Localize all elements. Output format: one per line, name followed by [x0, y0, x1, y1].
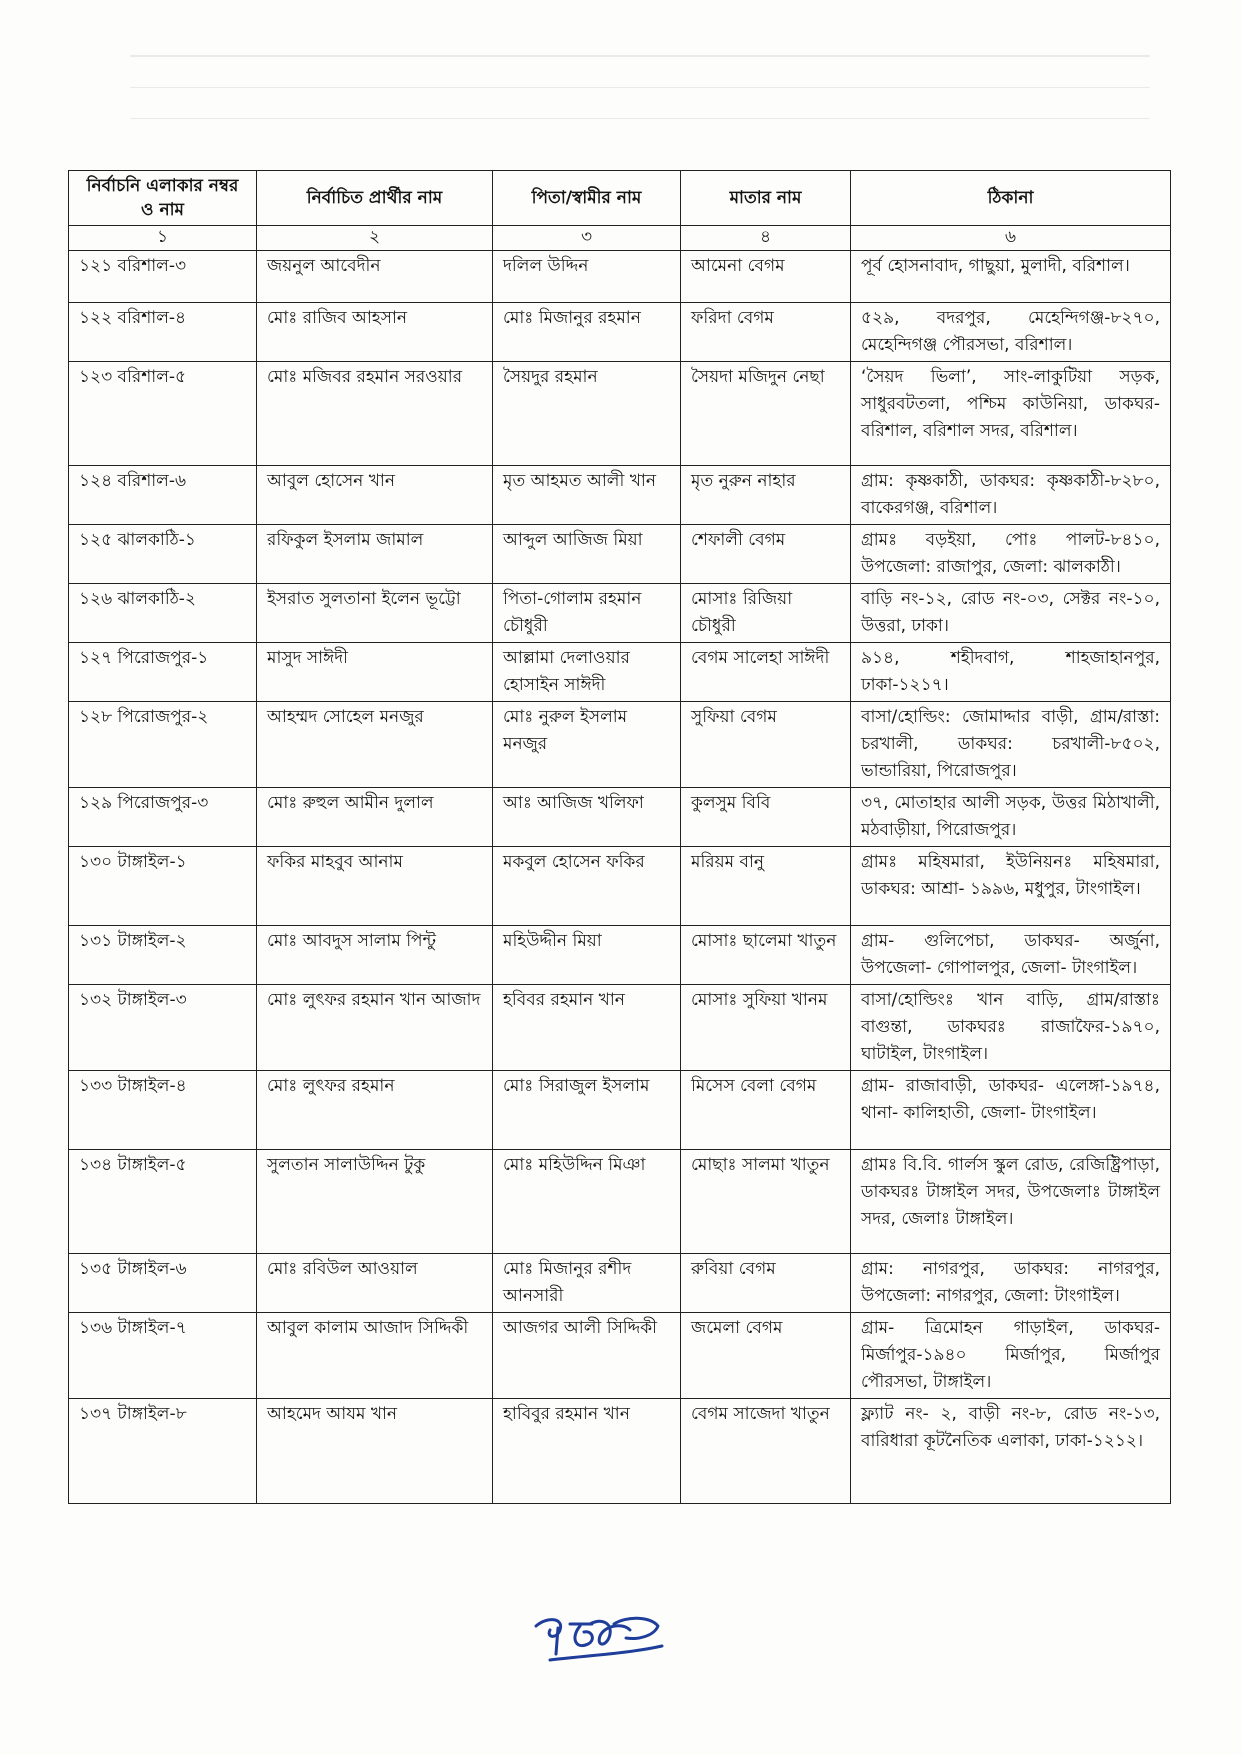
address-cell: বাড়ি নং-১২, রোড নং-০৩, সেক্টর নং-১০, উত্তরা, ঢাকা। [851, 584, 1171, 643]
candidate-name-cell: ফকির মাহবুব আনাম [257, 847, 493, 926]
column-number: ৬ [851, 226, 1171, 251]
candidate-name-cell: মোঃ রবিউল আওয়াল [257, 1254, 493, 1313]
mother-name-cell: বেগম সালেহা সাঈদী [681, 643, 851, 702]
mother-name-cell: সৈয়দা মজিদুন নেছা [681, 362, 851, 466]
mother-name-cell: মোসাঃ রিজিয়া চৌধুরী [681, 584, 851, 643]
column-number-row [69, 226, 1171, 251]
address-cell: ৫২৯, বদরপুর, মেহেন্দিগঞ্জ-৮২৭০, মেহেন্দিগঞ্জ পৌরসভা, বরিশাল। [851, 303, 1171, 362]
candidate-name-cell: ইসরাত সুলতানা ইলেন ভূট্টো [257, 584, 493, 643]
address-cell: গ্রাম: কৃষ্ণকাঠী, ডাকঘর: কৃষ্ণকাঠী-৮২৮০, বাকেরগঞ্জ, বরিশাল। [851, 466, 1171, 525]
father-husband-name-cell: সৈয়দুর রহমান [493, 362, 681, 466]
address-cell: ৩৭, মোতাহার আলী সড়ক, উত্তর মিঠাখালী, মঠবাড়ীয়া, পিরোজপুর। [851, 788, 1171, 847]
candidate-name-cell: রফিকুল ইসলাম জামাল [257, 525, 493, 584]
candidate-name-cell: মাসুদ সাঈদী [257, 643, 493, 702]
father-husband-name-cell: দলিল উদ্দিন [493, 251, 681, 303]
mother-name-cell: মোসাঃ ছালেমা খাতুন [681, 926, 851, 985]
address-cell: গ্রামঃ মহিষমারা, ইউনিয়নঃ মহিষমারা, ডাকঘর: আশ্রা- ১৯৯৬, মধুপুর, টাংগাইল। [851, 847, 1171, 926]
table-row [69, 466, 1171, 525]
table-row [69, 702, 1171, 788]
address-cell: গ্রামঃ বি.বি. গার্লস স্কুল রোড, রেজিষ্ট্রিপাড়া, ডাকঘরঃ টাঙ্গাইল সদর, উপজেলাঃ টাঙ্গাইল সদর, জেলাঃ টাঙ্গাইল। [851, 1150, 1171, 1254]
table-row [69, 985, 1171, 1071]
candidate-table [68, 170, 1171, 1504]
father-husband-name-cell: মকবুল হোসেন ফকির [493, 847, 681, 926]
constituency-cell: ১৩০ টাঙ্গাইল-১ [69, 847, 257, 926]
table-row [69, 303, 1171, 362]
constituency-cell: ১৩১ টাঙ্গাইল-২ [69, 926, 257, 985]
candidate-name-cell: মোঃ আবদুস সালাম পিন্টু [257, 926, 493, 985]
mother-name-cell: মিসেস বেলা বেগম [681, 1071, 851, 1150]
father-husband-name-cell: আঃ আজিজ খলিফা [493, 788, 681, 847]
table-row [69, 1254, 1171, 1313]
constituency-cell: ১৩৫ টাঙ্গাইল-৬ [69, 1254, 257, 1313]
mother-name-cell: আমেনা বেগম [681, 251, 851, 303]
candidate-name-cell: আহমেদ আযম খান [257, 1399, 493, 1504]
constituency-cell: ১৩২ টাঙ্গাইল-৩ [69, 985, 257, 1071]
constituency-cell: ১২৯ পিরোজপুর-৩ [69, 788, 257, 847]
address-cell: ৯১৪, শহীদবাগ, শাহজাহানপুর, ঢাকা-১২১৭। [851, 643, 1171, 702]
mother-name-cell: মরিয়ম বানু [681, 847, 851, 926]
mother-name-cell: মোসাঃ সুফিয়া খানম [681, 985, 851, 1071]
candidate-name-cell: জয়নুল আবেদীন [257, 251, 493, 303]
address-cell: ফ্ল্যাট নং- ২, বাড়ী নং-৮, রোড নং-১৩, বারিধারা কূটনৈতিক এলাকা, ঢাকা-১২১২। [851, 1399, 1171, 1504]
address-cell: বাসা/হোল্ডিং: জোমাদ্দার বাড়ী, গ্রাম/রাস্তা: চরখালী, ডাকঘর: চরখালী-৮৫০২, ভান্ডারিয়া, পিরোজপুর। [851, 702, 1171, 788]
candidate-name-cell: সুলতান সালাউদ্দিন টুকু [257, 1150, 493, 1254]
table-row [69, 1313, 1171, 1399]
father-husband-name-cell: মৃত আহমত আলী খান [493, 466, 681, 525]
address-cell: গ্রাম: নাগরপুর, ডাকঘর: নাগরপুর, উপজেলা: নাগরপুর, জেলা: টাংগাইল। [851, 1254, 1171, 1313]
candidate-name-cell: মোঃ লুৎফর রহমান [257, 1071, 493, 1150]
constituency-cell: ১২৩ বরিশাল-৫ [69, 362, 257, 466]
constituency-cell: ১২১ বরিশাল-৩ [69, 251, 257, 303]
candidate-name-cell: মোঃ রাজিব আহসান [257, 303, 493, 362]
header-mother-name: মাতার নাম [681, 171, 851, 226]
constituency-cell: ১২২ বরিশাল-৪ [69, 303, 257, 362]
father-husband-name-cell: মোঃ সিরাজুল ইসলাম [493, 1071, 681, 1150]
candidate-name-cell: আহম্মদ সোহেল মনজুর [257, 702, 493, 788]
mother-name-cell: বেগম সাজেদা খাতুন [681, 1399, 851, 1504]
mother-name-cell: রুবিয়া বেগম [681, 1254, 851, 1313]
address-cell: গ্রাম- রাজাবাড়ী, ডাকঘর- এলেঙ্গা-১৯৭৪, থানা- কালিহাতী, জেলা- টাংগাইল। [851, 1071, 1171, 1150]
column-number: ১ [69, 226, 257, 251]
column-number: ৩ [493, 226, 681, 251]
column-number: ২ [257, 226, 493, 251]
mother-name-cell: সুফিয়া বেগম [681, 702, 851, 788]
candidate-name-cell: মোঃ রুহুল আমীন দুলাল [257, 788, 493, 847]
father-husband-name-cell: আল্লামা দেলাওয়ার হোসাইন সাঈদী [493, 643, 681, 702]
address-cell: গ্রাম- ত্রিমোহন গাড়াইল, ডাকঘর- মির্জাপুর-১৯৪০ মির্জাপুর, মির্জাপুর পৌরসভা, টাঙ্গাইল। [851, 1313, 1171, 1399]
header-father-husband-name: পিতা/স্বামীর নাম [493, 171, 681, 226]
address-cell: পূর্ব হোসনাবাদ, গাছুয়া, মুলাদী, বরিশাল। [851, 251, 1171, 303]
table-row [69, 1071, 1171, 1150]
constituency-cell: ১২৪ বরিশাল-৬ [69, 466, 257, 525]
father-husband-name-cell: পিতা-গোলাম রহমান চৌধুরী [493, 584, 681, 643]
table-header-row [69, 171, 1171, 226]
father-husband-name-cell: মোঃ মিজানুর রশীদ আনসারী [493, 1254, 681, 1313]
father-husband-name-cell: মহিউদ্দীন মিয়া [493, 926, 681, 985]
candidate-name-cell: মোঃ মজিবর রহমান সরওয়ার [257, 362, 493, 466]
mother-name-cell: শেফালী বেগম [681, 525, 851, 584]
address-cell: গ্রামঃ বড়ইয়া, পোঃ পালট-৮৪১০, উপজেলা: রাজাপুর, জেলা: ঝালকাঠী। [851, 525, 1171, 584]
father-husband-name-cell: হবিবর রহমান খান [493, 985, 681, 1071]
column-number: ৪ [681, 226, 851, 251]
table-row [69, 251, 1171, 303]
address-cell: গ্রাম- গুলিপেচা, ডাকঘর- অর্জুনা, উপজেলা- গোপালপুর, জেলা- টাংগাইল। [851, 926, 1171, 985]
father-husband-name-cell: মোঃ মিজানুর রহমান [493, 303, 681, 362]
father-husband-name-cell: আজগর আলী সিদ্দিকী [493, 1313, 681, 1399]
table-row [69, 643, 1171, 702]
table-row [69, 788, 1171, 847]
faded-bleed-through [130, 55, 1150, 152]
constituency-cell: ১৩৩ টাঙ্গাইল-৪ [69, 1071, 257, 1150]
address-cell: ‘সৈয়দ ভিলা’, সাং-লাকুটিয়া সড়ক, সাধুরবটতলা, পশ্চিম কাউনিয়া, ডাকঘর-বরিশাল, বরিশাল সদর, বরিশাল। [851, 362, 1171, 466]
constituency-cell: ১৩৪ টাঙ্গাইল-৫ [69, 1150, 257, 1254]
mother-name-cell: জমেলা বেগম [681, 1313, 851, 1399]
constituency-cell: ১২৬ ঝালকাঠি-২ [69, 584, 257, 643]
father-husband-name-cell: মোঃ নুরুল ইসলাম মনজুর [493, 702, 681, 788]
constituency-cell: ১৩৬ টাঙ্গাইল-৭ [69, 1313, 257, 1399]
father-husband-name-cell: মোঃ মহিউদ্দিন মিঞা [493, 1150, 681, 1254]
table-row [69, 1150, 1171, 1254]
signature-icon [530, 1610, 670, 1670]
table-row [69, 1399, 1171, 1504]
father-husband-name-cell: আব্দুল আজিজ মিয়া [493, 525, 681, 584]
candidate-name-cell: মোঃ লুৎফর রহমান খান আজাদ [257, 985, 493, 1071]
mother-name-cell: মোছাঃ সালমা খাতুন [681, 1150, 851, 1254]
table-row [69, 926, 1171, 985]
address-cell: বাসা/হোল্ডিংঃ খান বাড়ি, গ্রাম/রাস্তাঃ বাগুন্তা, ডাকঘরঃ রাজাফৈর-১৯৭০, ঘাটাইল, টাংগাইল। [851, 985, 1171, 1071]
constituency-cell: ১৩৭ টাঙ্গাইল-৮ [69, 1399, 257, 1504]
header-address: ঠিকানা [851, 171, 1171, 226]
mother-name-cell: ফরিদা বেগম [681, 303, 851, 362]
table-row [69, 362, 1171, 466]
constituency-cell: ১২৫ ঝালকাঠি-১ [69, 525, 257, 584]
candidate-name-cell: আবুল হোসেন খান [257, 466, 493, 525]
table-row [69, 847, 1171, 926]
header-candidate-name: নির্বাচিত প্রার্থীর নাম [257, 171, 493, 226]
constituency-cell: ১২৮ পিরোজপুর-২ [69, 702, 257, 788]
constituency-cell: ১২৭ পিরোজপুর-১ [69, 643, 257, 702]
father-husband-name-cell: হাবিবুর রহমান খান [493, 1399, 681, 1504]
mother-name-cell: কুলসুম বিবি [681, 788, 851, 847]
table-row [69, 525, 1171, 584]
candidate-name-cell: আবুল কালাম আজাদ সিদ্দিকী [257, 1313, 493, 1399]
table-row [69, 584, 1171, 643]
mother-name-cell: মৃত নুরুন নাহার [681, 466, 851, 525]
header-constituency: নির্বাচনি এলাকার নম্বর ও নাম [69, 171, 257, 226]
